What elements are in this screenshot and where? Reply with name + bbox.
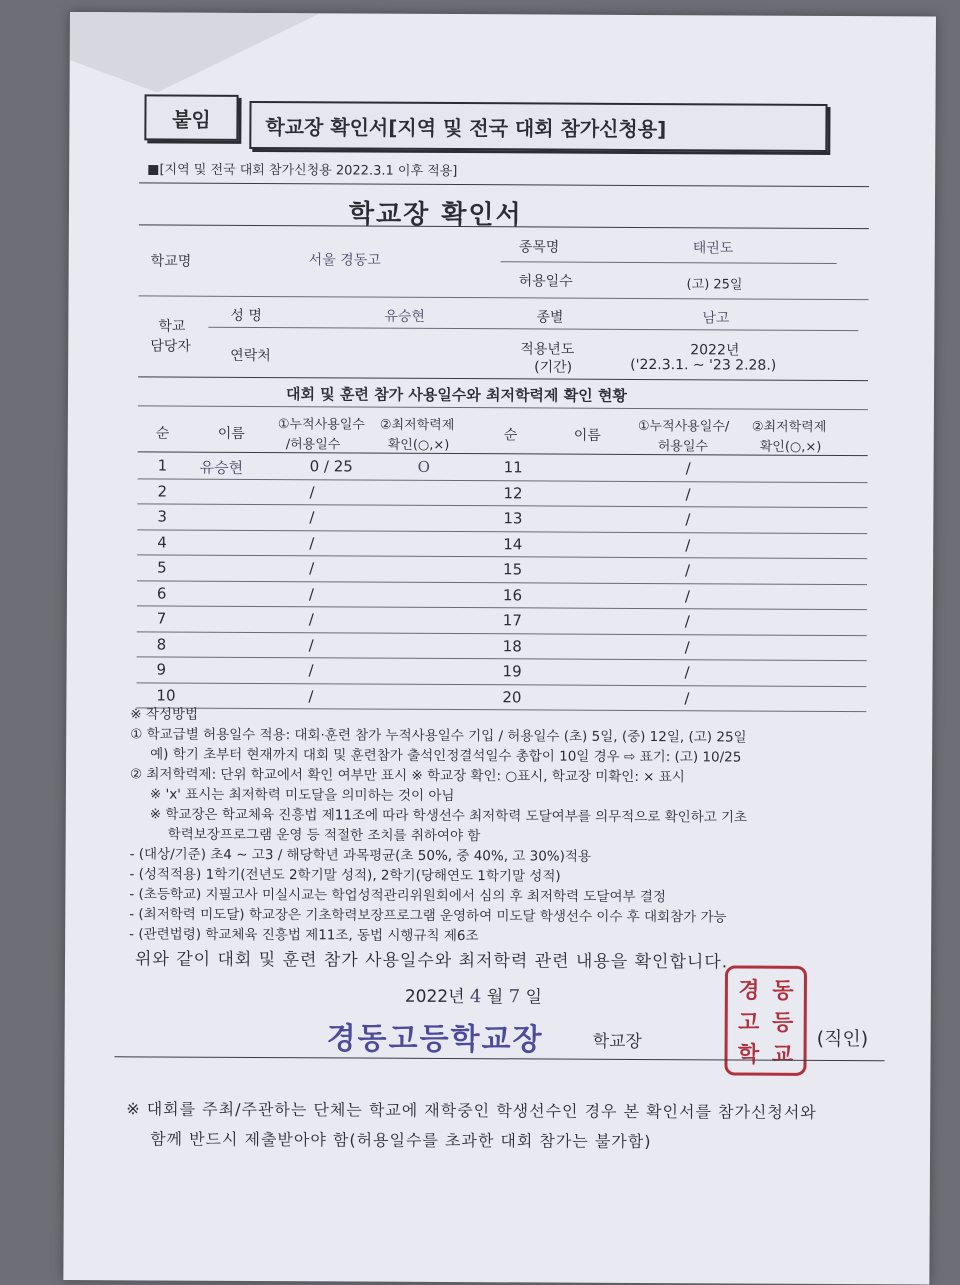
col-acad-left-1: ②최저학력제 [379, 417, 455, 434]
row-days: / [308, 661, 314, 680]
allowed-days-value: (고) 25일 [686, 277, 743, 293]
col-acad-left-2: 확인(○,×) [387, 437, 450, 453]
name-label: 성 명 [230, 307, 262, 325]
row-academic: O [417, 457, 430, 476]
confirm-statement: 위와 같이 대회 및 훈련 참가 사용일수와 최저학력 관련 내용을 확인합니다. [134, 949, 729, 973]
school-rule [139, 295, 869, 300]
row-days-right: / [685, 459, 691, 478]
row-number: 10 [156, 685, 176, 705]
row-number: 5 [157, 558, 167, 577]
row-divider [137, 554, 867, 559]
confirm-date [405, 982, 542, 1008]
row-number: 7 [156, 609, 167, 628]
row-days: / [308, 610, 314, 629]
note-2: ② 최저학력제: 단위 학교에서 확인 여부만 표시 ※ 학교장 확인: ○표시, 학교장 미확인: × 표시 [129, 766, 685, 786]
table-header-rule [138, 451, 868, 456]
col-acad-right-2: 확인(○,×) [759, 439, 822, 455]
footer-line-2: 함께 반드시 제출받아야 함(허용일수를 초과한 대회 참가는 불가함) [150, 1129, 652, 1152]
row-number-right: 19 [502, 662, 522, 681]
header-rule [139, 182, 869, 187]
row-number-right: 14 [503, 534, 523, 553]
school-value: 서울 경동고 [308, 252, 381, 269]
date-day: 7 [508, 986, 521, 1008]
row-days-right: / [685, 484, 691, 503]
row-divider [137, 529, 867, 534]
row-number-right: 18 [502, 636, 522, 655]
row-days-right: / [684, 586, 691, 605]
col-days-right-1: ①누적사용일수/ [637, 418, 730, 435]
col-days-left-1: ①누적사용일수 [277, 417, 365, 433]
note-4a: ※ 학교장은 학교체육 진흥법 제11조에 따라 학생선수 최저학력 도달여부를 의무적으로 확인하고 기초 [149, 806, 748, 826]
row-days-right: / [685, 510, 691, 529]
detail-3: - (초등학교) 지필고사 미실시교는 학업성적관리위원회에서 심의 후 최저학력 도달여부 결정 [129, 886, 666, 906]
sport-value: 태권도 [692, 240, 734, 257]
manager-label-1: 학교 [158, 318, 186, 335]
document-page [63, 12, 936, 1285]
name-rule [208, 327, 858, 331]
row-divider [137, 656, 867, 661]
row-days-right: / [684, 663, 690, 682]
date-month: 4 [469, 986, 482, 1008]
principal-suffix: 학교장 [592, 1031, 642, 1053]
period-label: (기간) [534, 359, 573, 376]
gender-value: 남고 [702, 310, 730, 327]
row-name: 유승현 [199, 458, 244, 477]
allowed-days-label: 허용일수 [518, 273, 573, 290]
row-days: / [308, 635, 314, 654]
col-acad-right-1: ②최저학력제 [751, 419, 827, 435]
school-label: 학교명 [150, 253, 192, 270]
row-days: / [309, 508, 315, 527]
date-year: 2022년 [404, 986, 465, 1008]
row-number-right: 11 [503, 458, 523, 477]
row-days-right: / [684, 612, 690, 631]
period-value: ('22.3.1. ~ '23 2.28.) [630, 356, 777, 374]
row-number: 9 [156, 660, 167, 679]
col-name-left: 이름 [217, 425, 245, 442]
note-3: ※ 'x' 표시는 최저학력 미도달을 의미하는 것이 아님 [149, 786, 455, 805]
row-number-right: 15 [503, 560, 523, 579]
row-number: 1 [157, 456, 168, 475]
row-days: / [308, 584, 315, 603]
table-caption: 대회 및 훈련 참가 사용일수와 최저학력제 확인 현황 [285, 385, 627, 405]
col-name-right: 이름 [573, 427, 601, 444]
row-number: 4 [157, 532, 167, 552]
row-days: 0 / 25 [309, 457, 353, 476]
row-number-right: 17 [502, 611, 522, 630]
year-value: 2022년 [690, 342, 740, 359]
detail-5: - (관련법령) 학교체육 진흥법 제11조, 동법 시행규칙 제6조 [129, 926, 479, 945]
school-name-stamp: 경동고등학교장 [326, 1021, 544, 1058]
sport-label: 종목명 [518, 239, 560, 256]
official-seal: 경 동 고 등 학 교 [724, 965, 807, 1075]
caption-rule [138, 405, 868, 410]
note-4b: 학력보장프로그램 운영 등 적절한 조치를 취하여야 함 [167, 826, 481, 845]
row-number-right: 13 [503, 509, 523, 528]
notes-section [129, 704, 890, 948]
row-number: 6 [156, 583, 167, 603]
sport-rule [501, 261, 837, 264]
row-days: / [308, 686, 314, 705]
row-number: 8 [156, 634, 167, 654]
date-day-unit: 일 [525, 987, 542, 1008]
gender-label: 종별 [536, 309, 564, 326]
row-divider [136, 682, 866, 687]
manager-label-2: 담당자 [150, 338, 191, 355]
contact-label: 연락처 [230, 347, 271, 365]
attachment-badge: 붙임 [144, 94, 238, 140]
col-no-right: 순 [503, 427, 518, 444]
footer-line-1: ※ 대회를 주최/주관하는 단체는 학교에 재학중인 학생선수인 경우 본 확인서를 참가신청서와 [126, 1099, 817, 1122]
row-days: / [309, 482, 315, 501]
detail-1: - (대상/기준) 초4 ~ 고3 / 해당학년 과목평균(초 50%, 중 40%, 고 30%)적용 [129, 846, 592, 865]
folded-paper-corner [70, 12, 320, 93]
row-number: 3 [157, 507, 167, 526]
row-days-right: / [685, 535, 691, 554]
row-days: / [309, 533, 315, 552]
row-divider [137, 605, 867, 610]
form-title-box: 학교장 확인서[지역 및 전국 대회 참가신청용] [249, 101, 827, 152]
applicability-note: ■[지역 및 전국 대회 참가신청용 2022.3.1 이후 적용] [147, 162, 458, 180]
note-1b: 예) 학기 초부터 현재까지 대회 및 훈련참가 출석인정결석일수 총합이 10일 경우 ⇨ 표기: (고) 10/25 [150, 746, 742, 766]
seal-note: (직인) [816, 1027, 869, 1051]
manager-name-value: 유승현 [384, 308, 426, 325]
row-divider [137, 580, 867, 585]
detail-4: - (최저학력 미도달) 학교장은 기초학력보장프로그램 운영하여 미도달 학생선수 이수 후 대회참가 가능 [129, 906, 727, 926]
date-month-unit: 월 [486, 987, 504, 1008]
detail-2: - (성적적용) 1학기(전년도 2학기말 성적), 2학기(당해연도 1학기말 성적) [129, 866, 561, 885]
col-days-right-2: 허용일수 [657, 439, 709, 455]
row-divider [137, 503, 867, 508]
row-divider [138, 478, 868, 483]
row-days-right: / [684, 688, 690, 707]
info-bottom-rule [138, 376, 868, 381]
row-number-right: 12 [503, 483, 523, 502]
row-divider [137, 631, 867, 636]
row-number-right: 16 [502, 585, 523, 604]
notes-heading: ※ 작성방법 [130, 706, 199, 723]
row-number: 2 [157, 481, 168, 501]
row-days-right: / [685, 561, 691, 580]
col-no-left: 순 [155, 425, 170, 442]
document-title: 학교장 확인서 [348, 199, 523, 231]
row-days-right: / [684, 637, 690, 656]
row-days: / [309, 559, 315, 578]
note-1a: ① 학교급별 허용일수 적용: 대회·훈련 참가 누적사용일수 기입 / 허용일수 (초) 5일, (중) 12일, (고) 25일 [130, 726, 747, 746]
year-label: 적용년도 [520, 341, 575, 358]
row-number-right: 20 [502, 687, 522, 706]
col-days-left-2: /허용일수 [285, 437, 341, 453]
